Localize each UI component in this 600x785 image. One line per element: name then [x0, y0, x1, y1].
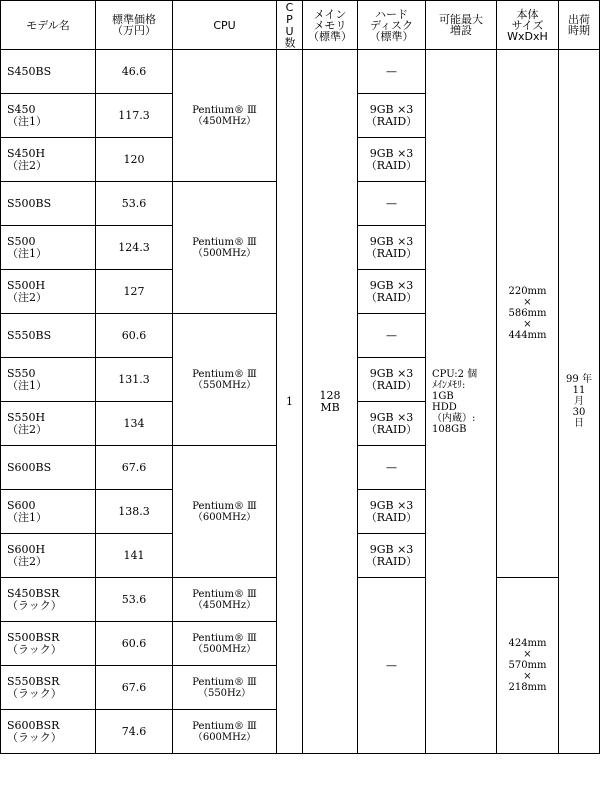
hdd-cell: 9GB ×3 （RAID） [358, 402, 426, 446]
header-row [1, 1, 600, 50]
model-cell: S500H （注2） [1, 270, 96, 314]
hdd-cell-rack: — [358, 578, 426, 754]
price-cell: 60.6 [96, 314, 173, 358]
price-cell: 141 [96, 534, 173, 578]
price-cell: 131.3 [96, 358, 173, 402]
header-ship: 出荷 時期 [559, 1, 600, 50]
price-cell: 134 [96, 402, 173, 446]
model-cell: S600BSR （ラック） [1, 710, 96, 754]
model-cell: S550 （注1） [1, 358, 96, 402]
model-cell: S600BS [1, 446, 96, 490]
cpu-cell: Pentium® Ⅲ （500MHz） [173, 182, 277, 314]
price-cell: 74.6 [96, 710, 173, 754]
hdd-cell: 9GB ×3 （RAID） [358, 94, 426, 138]
model-cell: S450H （注2） [1, 138, 96, 182]
hdd-cell: 9GB ×3 （RAID） [358, 226, 426, 270]
price-cell: 53.6 [96, 182, 173, 226]
header-hdd: ハード ディスク （標準） [358, 1, 426, 50]
price-cell: 67.6 [96, 666, 173, 710]
ship-date-cell: 99 年 11 月 30 日 [559, 50, 600, 754]
model-cell: S600H （注2） [1, 534, 96, 578]
hdd-cell: — [358, 182, 426, 226]
hdd-cell: 9GB ×3 （RAID） [358, 138, 426, 182]
cpu-cell: Pentium® Ⅲ （550MHz） [173, 314, 277, 446]
price-cell: 60.6 [96, 622, 173, 666]
cpu-count-cell: 1 [277, 50, 303, 754]
price-cell: 127 [96, 270, 173, 314]
hdd-cell: 9GB ×3 （RAID） [358, 534, 426, 578]
cpu-cell: Pentium® Ⅲ （550Hz） [173, 666, 277, 710]
cpu-cell: Pentium® Ⅲ （450MHz） [173, 578, 277, 622]
header-size: 本体 サイズ WxDxH [497, 1, 559, 50]
model-cell: S550BSR （ラック） [1, 666, 96, 710]
model-cell: S550BS [1, 314, 96, 358]
table-row [1, 50, 600, 94]
size-cell-rack: 424mm × 570mm × 218mm [497, 578, 559, 754]
hdd-cell: 9GB ×3 （RAID） [358, 270, 426, 314]
memory-cell: 128 MB [303, 50, 358, 754]
expansion-cell: CPU:2 個 ﾒｲﾝﾒﾓﾘ: 1GB HDD （内蔵）: 108GB [426, 50, 497, 754]
model-cell: S450BS [1, 50, 96, 94]
model-cell: S500BS [1, 182, 96, 226]
price-cell: 120 [96, 138, 173, 182]
price-cell: 53.6 [96, 578, 173, 622]
model-cell: S450BSR （ラック） [1, 578, 96, 622]
model-cell: S500BSR （ラック） [1, 622, 96, 666]
hdd-cell: — [358, 50, 426, 94]
hdd-cell: — [358, 446, 426, 490]
hdd-cell: — [358, 314, 426, 358]
cpu-cell: Pentium® Ⅲ （600MHz） [173, 446, 277, 578]
model-cell: S550H （注2） [1, 402, 96, 446]
header-cpu: CPU [173, 1, 277, 50]
model-cell: S500 （注1） [1, 226, 96, 270]
hdd-cell: 9GB ×3 （RAID） [358, 358, 426, 402]
price-cell: 46.6 [96, 50, 173, 94]
price-cell: 124.3 [96, 226, 173, 270]
cpu-cell: Pentium® Ⅲ （500MHz） [173, 622, 277, 666]
size-cell-tower: 220mm × 586mm × 444mm [497, 50, 559, 578]
price-cell: 117.3 [96, 94, 173, 138]
header-cpu-count: CPU数 [277, 1, 303, 50]
header-price: 標準価格 （万円） [96, 1, 173, 50]
header-expansion: 可能最大 増設 [426, 1, 497, 50]
price-cell: 138.3 [96, 490, 173, 534]
hdd-cell: 9GB ×3 （RAID） [358, 490, 426, 534]
price-cell: 67.6 [96, 446, 173, 490]
cpu-cell: Pentium® Ⅲ （450MHz） [173, 50, 277, 182]
cpu-cell: Pentium® Ⅲ （600MHz） [173, 710, 277, 754]
header-memory: メイン メモリ （標準） [303, 1, 358, 50]
model-cell: S450 （注1） [1, 94, 96, 138]
header-model: モデル名 [1, 1, 96, 50]
model-cell: S600 （注1） [1, 490, 96, 534]
